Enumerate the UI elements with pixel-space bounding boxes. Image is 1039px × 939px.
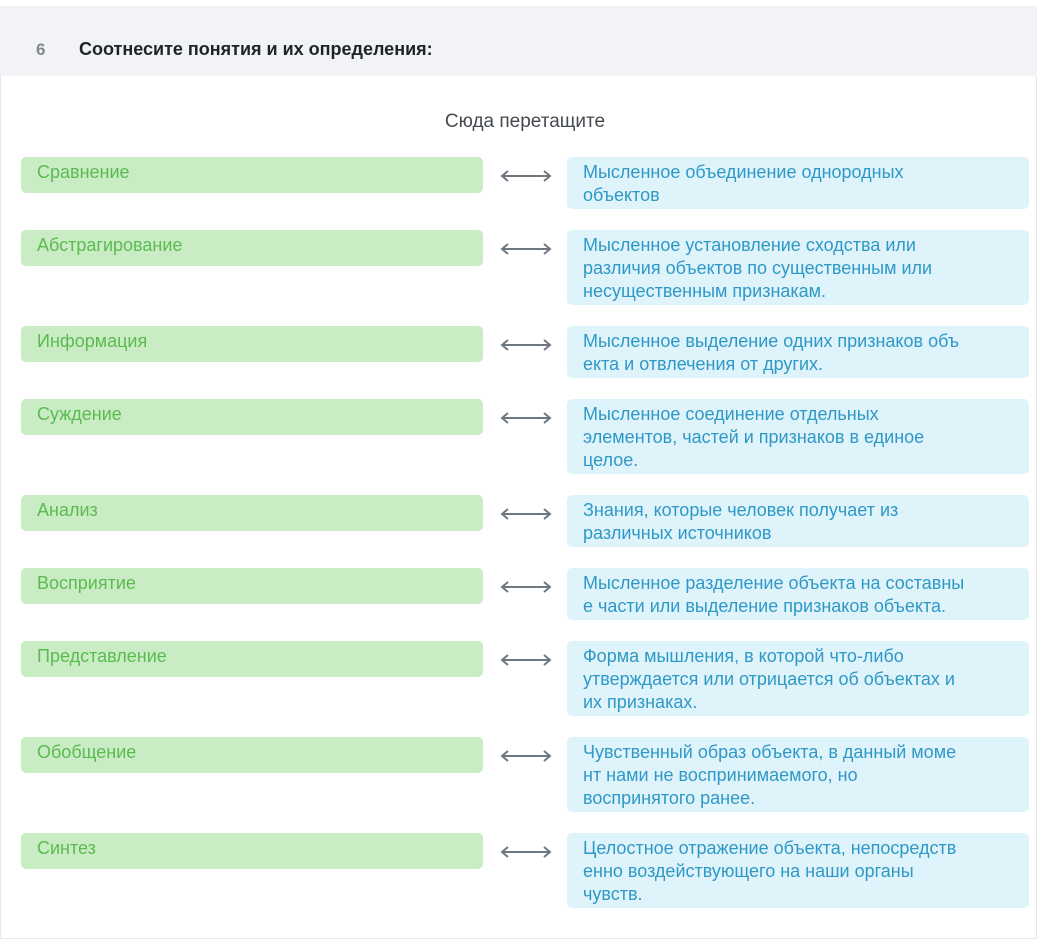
term-card[interactable]: Сравнение — [21, 157, 483, 193]
double-arrow-icon — [499, 338, 553, 350]
double-arrow-icon — [499, 411, 553, 423]
double-arrow-icon — [499, 845, 553, 857]
question-header — [0, 6, 1037, 76]
definition-card[interactable]: Форма мышления, в которой что-либо утверждается или отрицается об объектах и их признаках. — [567, 641, 1029, 716]
term-card[interactable]: Представление — [21, 641, 483, 677]
term-card[interactable]: Информация — [21, 326, 483, 362]
definition-card[interactable]: Мысленное выделение одних признаков объ екта и отвлечения от других. — [567, 326, 1029, 378]
double-arrow-icon — [499, 580, 553, 592]
double-arrow-icon — [499, 169, 553, 181]
question-number: 6 — [36, 40, 46, 59]
double-arrow-icon — [499, 749, 553, 761]
drop-hint: Сюда перетащите — [444, 111, 606, 132]
definition-card[interactable]: Знания, которые человек получает из различных источников — [567, 495, 1029, 547]
term-card[interactable]: Абстрагирование — [21, 230, 483, 266]
definition-card[interactable]: Мысленное соединение отдельных элементов, частей и признаков в единое целое. — [567, 399, 1029, 474]
double-arrow-icon — [499, 507, 553, 519]
double-arrow-icon — [499, 242, 553, 254]
definition-card[interactable]: Мысленное установление сходства или различия объектов по существенным или несущественным признакам. — [567, 230, 1029, 305]
question-title: Соотнесите понятия и их определения: — [79, 39, 433, 59]
term-card[interactable]: Восприятие — [21, 568, 483, 604]
term-card[interactable]: Анализ — [21, 495, 483, 531]
definition-card[interactable]: Целостное отражение объекта, непосредств енно воздействующего на наши органы чувств. — [567, 833, 1029, 908]
term-card[interactable]: Синтез — [21, 833, 483, 869]
double-arrow-icon — [499, 653, 553, 665]
definition-card[interactable]: Мысленное разделение объекта на составны е части или выделение признаков объекта. — [567, 568, 1029, 620]
definition-card[interactable]: Чувственный образ объекта, в данный моме нт нами не воспринимаемого, но воспринятого ранее. — [567, 737, 1029, 812]
term-card[interactable]: Обобщение — [21, 737, 483, 773]
definition-card[interactable]: Мысленное объединение однородных объектов — [567, 157, 1029, 209]
term-card[interactable]: Суждение — [21, 399, 483, 435]
